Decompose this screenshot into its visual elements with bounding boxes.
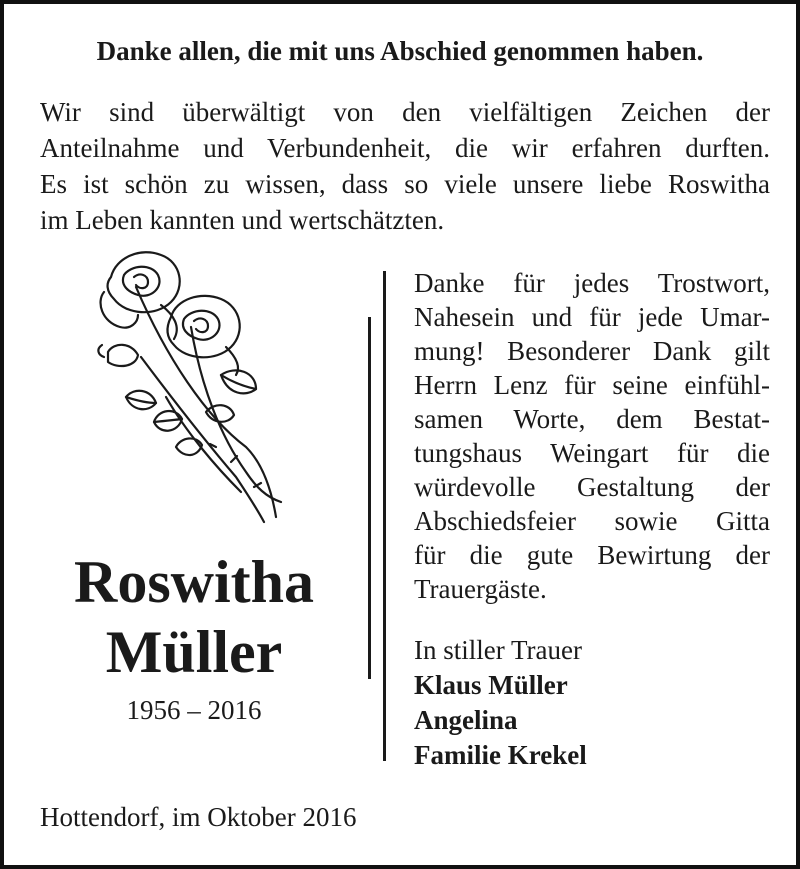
thanks-paragraph [414,266,770,606]
intro-line: Wir sind überwältigt von den vielfältigen Zeichen der [40,97,770,127]
headline: Danke allen, die mit uns Abschied genommen haben. [96,36,704,66]
thanks-line: samen Worte, dem Bestat- [414,404,770,434]
roses-icon [96,247,296,537]
vertical-divider [368,317,371,679]
deceased-last-name: Müller [105,619,283,685]
signature-name: Angelina [414,705,518,735]
thanks-line: tungshaus Weingart für die [414,438,770,468]
thanks-line: würdevolle Gestaltung der [414,472,770,502]
signature-name: Familie Krekel [414,740,587,770]
thanks-line: Nahesein und für jede Umar- [414,302,770,332]
thanks-line: Herrn Lenz für seine einfühl- [414,370,770,400]
thanks-line: mung! Besonderer Dank gilt [414,336,770,366]
thanks-line: für die gute Bewirtung der [414,540,770,570]
intro-line: Anteilnahme und Verbundenheit, die wir erfahren durften. [40,133,770,163]
thanks-line: Danke für jedes Trostwort, [414,268,770,298]
intro-line: Es ist schön zu wissen, dass so viele unsere liebe Roswitha [40,169,770,199]
signature-block [414,633,770,773]
deceased-first-name: Roswitha [73,549,315,615]
thanks-line: Abschiedsfeier sowie Gitta [414,506,770,536]
signature-name: Klaus Müller [414,670,568,700]
place-date: Hottendorf, im Oktober 2016 [40,802,357,832]
life-dates: 1956 – 2016 [126,695,262,725]
intro-paragraph [40,94,770,238]
vertical-divider [383,271,386,761]
signature-intro: In stiller Trauer [414,635,582,665]
intro-line: im Leben kannten und wertschätzten. [40,205,445,235]
thanks-line: Trauergäste. [414,574,547,604]
